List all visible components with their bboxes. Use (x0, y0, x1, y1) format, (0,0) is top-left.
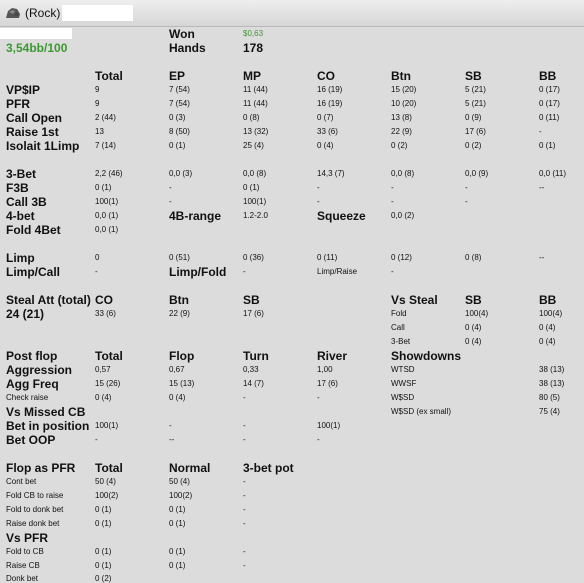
stat-cell: 0 (1) (95, 519, 112, 528)
stat-cell: 0 (4) (95, 393, 112, 402)
stat-cell: 14,3 (7) (317, 169, 345, 178)
vs-steal-fold-label: Fold (391, 309, 407, 318)
stat-cell: 0 (3) (169, 113, 186, 122)
stat-cell: 80 (5) (539, 393, 560, 402)
stat-cell: 16 (19) (317, 99, 343, 108)
row-label-agg-freq: Agg Freq (6, 377, 59, 391)
stat-cell: - (391, 197, 394, 206)
row-label-4bet: 4-bet (6, 209, 35, 223)
stat-cell: 0,0 (3) (169, 169, 193, 178)
col-header-btn: Btn (391, 69, 411, 83)
stat-cell: 0,0 (9) (465, 169, 489, 178)
row-label-isolait-1limp: Isolait 1Limp (6, 139, 80, 153)
stat-cell: 0 (2) (95, 574, 112, 583)
stat-cell: 0 (95, 253, 100, 262)
stat-cell: 0 (8) (465, 253, 482, 262)
vs-missed-cb-label: Vs Missed CB (6, 405, 86, 419)
row-label-3bet: 3-Bet (6, 167, 37, 181)
stat-cell: 10 (20) (391, 99, 417, 108)
row-label-fold-4bet: Fold 4Bet (6, 223, 61, 237)
stat-cell: 0 (4) (317, 141, 334, 150)
stat-cell: 17 (6) (317, 379, 338, 388)
stat-cell: 100(1) (243, 197, 267, 206)
col-header-mp: MP (243, 69, 261, 83)
stat-cell: 8 (50) (169, 127, 190, 136)
row-label-donk-bet: Donk bet (6, 574, 39, 583)
showdowns-header: Showdowns (391, 349, 461, 363)
stat-cell: - (95, 435, 98, 444)
stat-cell: - (243, 491, 246, 500)
stat-cell: - (317, 435, 320, 444)
col-header-btn: Btn (169, 293, 189, 307)
col-header-total: Total (95, 69, 123, 83)
showdown-label: WTSD (391, 365, 415, 374)
steal-att-value: 24 (21) (6, 307, 45, 321)
stat-cell: - (243, 393, 246, 402)
stat-cell: 17 (6) (243, 309, 264, 318)
stat-cell: 0 (1) (95, 547, 112, 556)
stat-cell: 13 (8) (391, 113, 412, 122)
vs-steal-label: Vs Steal (391, 293, 438, 307)
stat-cell: 17 (6) (465, 127, 486, 136)
stat-cell: - (243, 477, 246, 486)
stat-cell: 0 (1) (95, 561, 112, 570)
stat-cell: 13 (95, 127, 104, 136)
row-label-call-3b: Call 3B (6, 195, 47, 209)
row-label-limp: Limp (6, 251, 35, 265)
stat-cell: 33 (6) (95, 309, 116, 318)
stat-cell: - (243, 561, 246, 570)
vs-steal-call-label: Call (391, 323, 405, 332)
window-title: (Rock) (25, 6, 61, 20)
stat-cell: 0,0 (1) (95, 225, 119, 234)
row-label-fold-cb-to-raise: Fold CB to raise (6, 491, 64, 500)
stat-cell: - (95, 267, 98, 276)
stat-cell: 0 (11) (317, 253, 338, 262)
col-header-co: CO (95, 293, 113, 307)
stat-cell: 15 (13) (169, 379, 195, 388)
col-header-3bet-pot: 3-bet pot (243, 461, 294, 475)
showdown-label: W$SD (ex small) (391, 407, 452, 416)
stat-cell: 0 (4) (465, 323, 482, 332)
title-bar (0, 0, 584, 27)
stat-cell: -- (169, 435, 175, 444)
stat-cell: 0 (17) (539, 99, 560, 108)
col-header-flop: Flop (169, 349, 195, 363)
col-header-bb: BB (539, 69, 557, 83)
row-label-fold-to-cb: Fold to CB (6, 547, 44, 556)
stat-cell: 100(2) (95, 491, 119, 500)
stat-cell: 100(1) (95, 421, 119, 430)
flop-as-pfr-header: Flop as PFR (6, 461, 76, 475)
stat-cell: - (539, 127, 542, 136)
stat-cell: 75 (4) (539, 407, 560, 416)
stat-cell: - (169, 197, 172, 206)
stat-cell: - (243, 435, 246, 444)
stat-cell: 0 (4) (539, 323, 556, 332)
row-label-raise-cb: Raise CB (6, 561, 40, 570)
stat-cell: 0,0 (8) (243, 169, 267, 178)
stat-cell: - (169, 183, 172, 192)
stat-cell: -- (539, 253, 545, 262)
stat-cell: 5 (21) (465, 85, 486, 94)
hands-value: 178 (243, 41, 264, 55)
stat-cell: 0 (1) (95, 183, 112, 192)
vs-steal-3bet-label: 3-Bet (391, 337, 411, 346)
postflop-header: Post flop (6, 349, 58, 363)
showdown-label: WWSF (391, 379, 417, 388)
stat-cell: 50 (4) (169, 477, 190, 486)
stat-cell: 100(4) (465, 309, 489, 318)
stat-cell: 15 (20) (391, 85, 417, 94)
stat-cell: 0 (51) (169, 253, 190, 262)
row-label-call-open: Call Open (6, 111, 63, 125)
stat-cell: 0 (1) (243, 183, 260, 192)
stat-cell: 0 (11) (539, 113, 560, 122)
stat-cell: 100(4) (539, 309, 563, 318)
stat-cell: 33 (6) (317, 127, 338, 136)
steal-att-label: Steal Att (total) (6, 293, 91, 307)
stat-cell: 11 (44) (243, 99, 268, 108)
row-label-raise-donk-bet: Raise donk bet (6, 519, 60, 528)
col-header-turn: Turn (243, 349, 269, 363)
stat-cell: 0 (1) (169, 505, 186, 514)
row-label-f3b: F3B (6, 181, 29, 195)
row-label-cont-bet: Cont bet (6, 477, 37, 486)
stat-cell: 0 (1) (95, 505, 112, 514)
col-header-bb: BB (539, 293, 557, 307)
showdown-label: W$SD (391, 393, 415, 402)
row-label-bet-oop: Bet OOP (6, 433, 56, 447)
row-label-raise-1st: Raise 1st (6, 125, 59, 139)
stat-cell: 1,00 (317, 365, 333, 374)
stat-cell: 38 (13) (539, 379, 565, 388)
row-label-fold-to-donk-bet: Fold to donk bet (6, 505, 64, 514)
won-label: Won (169, 27, 195, 41)
row-label-pfr: PFR (6, 97, 30, 111)
col-header-co: CO (317, 69, 335, 83)
stat-cell: - (169, 421, 172, 430)
squeeze-label: Squeeze (317, 209, 366, 223)
stat-cell: 22 (9) (169, 309, 190, 318)
bb-per-100: 3,54bb/100 (6, 41, 68, 55)
stat-cell: -- (539, 183, 545, 192)
redacted-player-name (0, 28, 72, 39)
limp-raise-label: Limp/Raise (317, 267, 358, 276)
stat-cell: 0,33 (243, 365, 259, 374)
stat-cell: 9 (95, 85, 100, 94)
hands-label: Hands (169, 41, 206, 55)
stat-cell: 100(1) (317, 421, 341, 430)
limp-fold-label: Limp/Fold (169, 265, 227, 279)
stat-cell: 0,0 (8) (391, 169, 415, 178)
row-label-check-raise: Check raise (6, 393, 49, 402)
row-label-bet-in-position: Bet in position (6, 419, 90, 433)
stat-cell: - (243, 421, 246, 430)
stat-cell: 0 (1) (169, 547, 186, 556)
col-header-normal: Normal (169, 461, 211, 475)
stat-cell: 0,0 (2) (391, 211, 415, 220)
stat-cell: 1.2-2.0 (243, 211, 268, 220)
stat-cell: - (243, 547, 246, 556)
stat-cell: 7 (54) (169, 99, 190, 108)
stat-cell: 0 (2) (465, 141, 482, 150)
stat-cell: 9 (95, 99, 100, 108)
stat-cell: 25 (4) (243, 141, 264, 150)
stat-cell: - (391, 183, 394, 192)
stat-cell: 0 (4) (539, 337, 556, 346)
stat-cell: 0 (17) (539, 85, 560, 94)
stat-cell: - (317, 197, 320, 206)
stat-cell: - (243, 519, 246, 528)
stat-cell: 5 (21) (465, 99, 486, 108)
stat-cell: 0 (1) (169, 561, 186, 570)
stat-cell: 0 (2) (391, 141, 408, 150)
stat-cell: 7 (54) (169, 85, 190, 94)
stat-cell: 100(1) (95, 197, 119, 206)
col-header-sb: SB (465, 69, 482, 83)
row-label-aggression: Aggression (6, 363, 73, 377)
stat-cell: 11 (44) (243, 85, 268, 94)
stat-cell: 0,0 (1) (95, 211, 119, 220)
stat-cell: 0 (1) (169, 141, 186, 150)
stat-cell: 0 (4) (169, 393, 186, 402)
col-header-sb: SB (465, 293, 482, 307)
stat-cell: - (391, 267, 394, 276)
stat-cell: - (243, 505, 246, 514)
stat-cell: 0,67 (169, 365, 185, 374)
row-label-limp-call: Limp/Call (6, 265, 61, 279)
col-header-river: River (317, 349, 348, 363)
vs-pfr-label: Vs PFR (6, 531, 49, 545)
redacted-name-mask (62, 5, 133, 21)
stat-cell: 0,57 (95, 365, 111, 374)
stat-cell: 2 (44) (95, 113, 116, 122)
rock-icon (5, 6, 21, 19)
col-header-sb: SB (243, 293, 260, 307)
stat-cell: 0 (4) (465, 337, 482, 346)
stat-cell: 2,2 (46) (95, 169, 123, 178)
stat-cell: 0 (8) (243, 113, 260, 122)
stat-cell: 0 (1) (539, 141, 556, 150)
stat-cell: 50 (4) (95, 477, 116, 486)
stat-cell: 7 (14) (95, 141, 116, 150)
stat-cell: 22 (9) (391, 127, 412, 136)
stat-cell: - (243, 267, 246, 276)
stat-cell: 0 (12) (391, 253, 412, 262)
stat-cell: 38 (13) (539, 365, 565, 374)
stat-cell: 16 (19) (317, 85, 343, 94)
col-header-ep: EP (169, 69, 186, 83)
stat-cell: - (317, 393, 320, 402)
stat-cell: 14 (7) (243, 379, 264, 388)
col-header-total: Total (95, 349, 123, 363)
stat-cell: 0,0 (11) (539, 169, 566, 178)
stat-cell: 0 (36) (243, 253, 264, 262)
col-header-total: Total (95, 461, 123, 475)
stat-cell: 100(2) (169, 491, 193, 500)
stat-cell: - (465, 197, 468, 206)
stat-cell: 0 (1) (169, 519, 186, 528)
stat-cell: 15 (26) (95, 379, 121, 388)
stat-cell: - (465, 183, 468, 192)
stat-cell: - (317, 183, 320, 192)
won-value: $0,63 (243, 29, 264, 38)
stat-cell: 0 (7) (317, 113, 334, 122)
stat-cell: 13 (32) (243, 127, 269, 136)
row-label-vpip: VP$IP (6, 83, 41, 97)
fourbet-range-label: 4B-range (169, 209, 222, 223)
stat-cell: 0 (9) (465, 113, 482, 122)
